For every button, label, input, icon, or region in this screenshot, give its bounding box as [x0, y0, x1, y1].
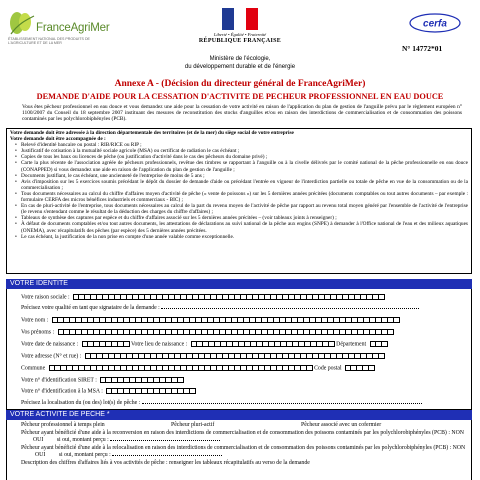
siret-label: Votre n° d'identification SIRET :: [21, 377, 97, 384]
cerfa-number: N° 14772*01: [402, 44, 443, 53]
form-title: DEMANDE D'AIDE POUR LA CESSATION D'ACTIVITE DE PECHEUR PROFESSIONNEL EN EAU DOUCE: [36, 92, 444, 101]
reconversion-montant-input[interactable]: [110, 440, 220, 441]
msa-label: Votre n° d'identification à la MSA :: [21, 388, 103, 395]
adresse-label: Votre adresse (N° et rue) :: [21, 353, 82, 360]
status-option-temps-plein[interactable]: Pêcheur professionnel à temps plein: [21, 422, 105, 428]
enclosures-list: [10, 142, 468, 240]
agency-tagline: ÉTABLISSEMENT NATIONAL DES PRODUITS DE L'AGRICULTURE ET DE LA MER: [8, 37, 90, 46]
question-reconversion: [21, 430, 471, 444]
enclosure-item: • Tous documents nécessaires au calcul du chiffre d'affaires moyen d'activité de pêche (« vente de poissons ») sur les 5 dernières années précitées (documents comptables ou tout autres documents – par exemple : formulaire CERFA des micros bénéfices industriels et commerciaux - BIC) ;: [16, 191, 468, 203]
franceagrimer-logo: [8, 10, 112, 68]
code-postal-label: Code postal: [314, 365, 342, 372]
char-box: [388, 329, 394, 335]
enclosure-item: • À défaut de documents comptables et/ou tout autres documents, les attestations de déclarations au suivi national de la pêche aux engins (SNPE) à demander à l'Office national de l'eau et des milieux aquatiques (ONEMA), avec récapitulatifs des pêches (par espèce) des 5 dernières années précitées.: [16, 221, 468, 233]
date-naissance-label: Votre date de naissance :: [21, 341, 79, 348]
char-box: [394, 317, 400, 323]
republic-logo: [192, 8, 288, 44]
localisation-label: Précisez la localisation du (ou des) lot(s) de pêche :: [21, 400, 141, 406]
intro-paragraph: Vous êtes pêcheur professionnel en eau douce et vous demandez une aide pour la cessation de votre activité en raison de l'application du plan de gestion de l'anguille prévu par le règlement européen n° 1100/2007 du Conseil du 18 septembre 2007 instituant des mesures de reconstitution des stocks d'anguilles et/ou en raison des interdictions de commercialisation et de consommation des poissons contaminés par les polychlorobiphényles (PCB).: [22, 104, 462, 123]
commune-label: Commune: [21, 365, 46, 372]
enclosure-item: • Tableaux de synthèse des captures par espèce et du chiffre d'affaires associé sur les 5 dernières années précitées – (voir tableaux joints à renseigner) ;: [16, 215, 468, 221]
relocalisation-oui-option[interactable]: OUI: [35, 452, 46, 458]
char-box: [124, 341, 130, 347]
agency-leaf-icon: [8, 10, 36, 36]
char-box: [379, 353, 385, 359]
enclosures-list-heading: Votre demande doit être accompagnée de :: [10, 136, 106, 143]
enclosure-item: • Copies de tous les baux ou licences de pêche (ou justification d'activité dans le cas des pêcheurs du domaine privé) ;: [16, 154, 468, 160]
lieu-naissance-label: Votre lieu de naissance :: [131, 341, 188, 348]
identite-section: [6, 289, 472, 410]
description-note: Description des chiffres d'affaires liés à vos activités de pêche : renseigner les tableaux récapitulatifs au verso de la demande: [21, 460, 310, 466]
char-box: [190, 388, 196, 394]
section-header-activite: VOTRE ACTIVITE DE PECHE *: [6, 410, 472, 420]
char-box: [178, 377, 184, 383]
nom-label: Votre nom :: [21, 317, 49, 324]
char-box: [382, 341, 388, 347]
char-box: [379, 294, 385, 300]
cerfa-logo-icon: [408, 12, 462, 34]
nom-input[interactable]: [52, 317, 400, 323]
enclosure-item: • Le cas échéant, la justification de la non prise en compte d'une année valable comme exceptionnelle.: [16, 234, 468, 240]
localisation-input[interactable]: [142, 403, 422, 404]
char-box: [307, 365, 313, 371]
enclosure-item: • Avis d'imposition sur les 5 exercices soumis précédant le dépôt du dossier de demande d'aide ou précédant l'entrée en vigueur de l'interdiction partielle ou totale de pêche en vue de la consommation ou de la commercialisation ;: [16, 179, 468, 191]
french-flag-icon: [222, 8, 258, 30]
status-option-pluri-actif[interactable]: Pêcheur pluri-actif: [171, 422, 215, 428]
ministry-line-2: du développement durable et de l'énergie: [184, 63, 296, 70]
agency-name: FranceAgriMer: [36, 22, 110, 34]
status-option-associe[interactable]: Pêcheur associé avec un cofermier: [301, 422, 382, 428]
enclosure-item: • Carte la plus récente de l'association agréée de pêcheurs professionnels, revêtue des timbres se rapportant à l'anguille ou à la civelle délivrés par le comité national de la pêche professionnelle en eau douce (CONAPPED) si vous demandez une aide en raison de l'application du plan de gestion de l'anguille ;: [16, 160, 468, 172]
republic-name: RÉPUBLIQUE FRANÇAISE: [198, 38, 282, 44]
raison-sociale-label: Votre raison sociale :: [21, 294, 70, 301]
enclosure-item: • Documents justifiant, le cas échéant, une ancienneté de l'entreprise de moins de 5 ans ;: [16, 173, 468, 179]
prenoms-input[interactable]: [58, 329, 394, 335]
relocalisation-montant-input[interactable]: [112, 455, 222, 456]
relocalisation-montant-label: si oui, montant perçu :: [58, 452, 111, 458]
reconversion-question-text: Pêcheur ayant bénéficié d'une aide à la reconversion en raison des interdictions de commercialisation et de consommation des poissons contaminés par les polychlorobiphényles (PCB) : NON: [21, 430, 464, 436]
qualite-label: Précisez votre qualité en tant que signataire de la demande :: [21, 305, 160, 311]
enclosure-item: • Relevé d'identité bancaire ou postal : RIB/RICE ou RIP ;: [16, 142, 468, 148]
status-options-row: [21, 422, 471, 430]
reconversion-montant-label: si oui, montant perçu :: [56, 437, 109, 443]
relocalisation-question-text: Pêcheur ayant bénéficié d'une aide à la relocalisation en raison des interdictions de commercialisation et de consommation des poissons contaminés par les polychlorobiphényles (PCB) : NON: [21, 445, 466, 451]
date-naissance-input[interactable]: [82, 341, 130, 347]
ministry-line-1: Ministère de l'écologie,: [209, 56, 271, 62]
departement-label: Département: [336, 341, 367, 348]
adresse-input[interactable]: [85, 353, 385, 359]
char-box: [369, 365, 375, 371]
qualite-input[interactable]: [161, 308, 419, 309]
raison-sociale-input[interactable]: [73, 294, 385, 300]
cerfa-logo-text: cerfa: [423, 18, 447, 30]
enclosures-box: [6, 128, 472, 274]
republic-motto: Liberté • Égalité • Fraternité: [213, 32, 267, 37]
commune-input[interactable]: [49, 365, 313, 371]
activite-section: [6, 420, 472, 480]
annexe-title: Annexe A - (Décision du directeur général de FranceAgriMer): [114, 79, 366, 89]
ministry-name: [150, 56, 330, 71]
enclosures-address-heading: Votre demande doit être adressée à la direction départementale des territoires (et de la mer) du siège social de votre entreprise: [10, 130, 294, 136]
departement-input[interactable]: [370, 341, 388, 347]
enclosure-item: • Justificatif de cotisation à la mutualité sociale agricole (MSA) ou certificat de radiation le cas échéant ;: [16, 148, 468, 154]
enclosure-item: • En cas de pluri-activité de l'entreprise, tous documents nécessaires au calcul de la part du revenu moyen de l'activité de pêche par rapport au revenu total moyen généré par l'ensemble de l'activité de l'entreprise (le revenu s'entendant comme le résultat de la déduction des charges du chiffre d'affaires) ;: [16, 203, 468, 215]
question-relocalisation: [21, 445, 471, 459]
siret-input[interactable]: [100, 377, 184, 383]
section-header-identite: VOTRE IDENTITE: [6, 279, 472, 289]
lieu-naissance-input[interactable]: [191, 341, 335, 347]
msa-input[interactable]: [106, 388, 196, 394]
code-postal-input[interactable]: [345, 365, 375, 371]
prenoms-label: Vos prénoms :: [21, 329, 55, 336]
reconversion-oui-option[interactable]: OUI: [33, 437, 44, 443]
char-box: [329, 341, 335, 347]
